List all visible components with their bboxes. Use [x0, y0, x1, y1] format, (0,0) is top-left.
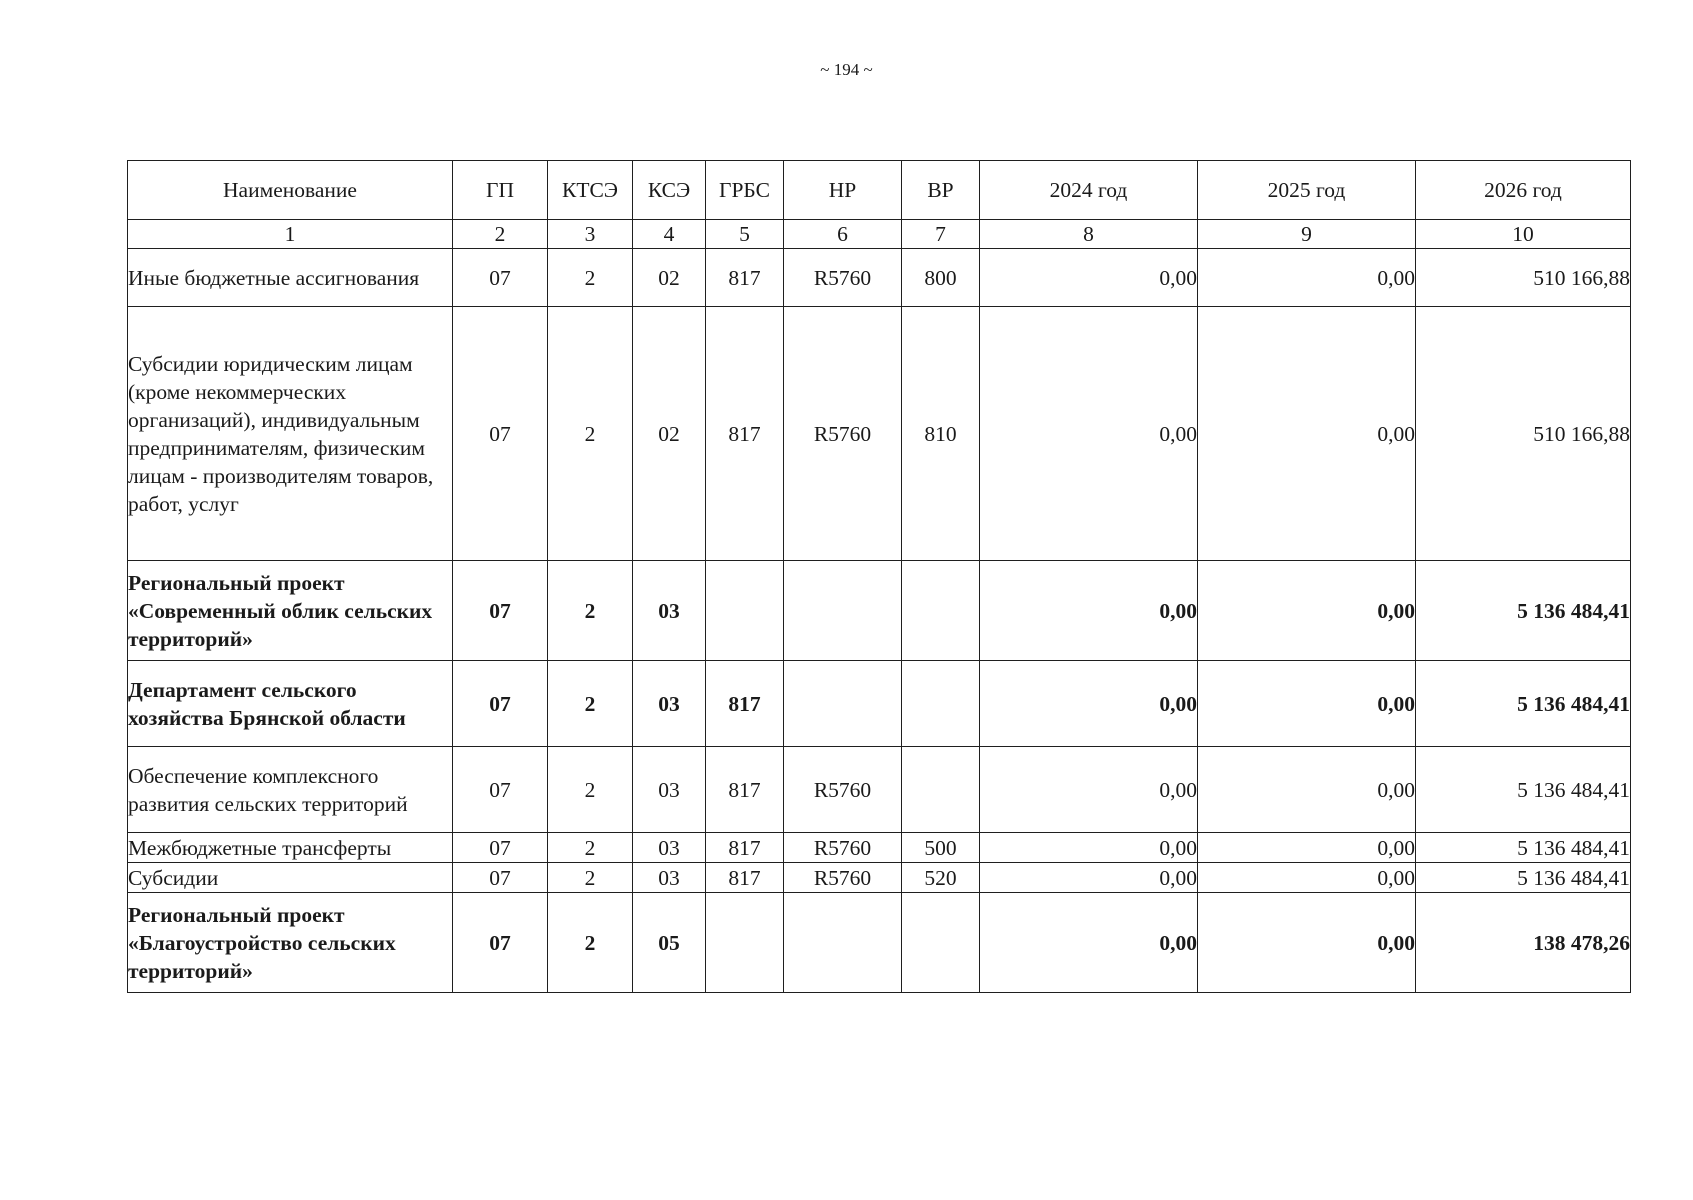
row-vr: 500 — [902, 833, 980, 863]
row-2024: 0,00 — [980, 833, 1198, 863]
table-row — [128, 833, 1631, 863]
row-kse: 02 — [633, 307, 706, 561]
row-vr — [902, 893, 980, 993]
column-number-row — [128, 220, 1631, 249]
row-name: Иные бюджетные ассигнования — [128, 249, 453, 307]
header-2026: 2026 год — [1416, 161, 1631, 220]
header-grbs: ГРБС — [706, 161, 784, 220]
row-ktse: 2 — [548, 863, 633, 893]
row-2024: 0,00 — [980, 747, 1198, 833]
header-kse: КСЭ — [633, 161, 706, 220]
row-ktse: 2 — [548, 307, 633, 561]
row-2025: 0,00 — [1198, 893, 1416, 993]
row-ktse: 2 — [548, 249, 633, 307]
row-2026: 5 136 484,41 — [1416, 747, 1631, 833]
row-2026: 5 136 484,41 — [1416, 661, 1631, 747]
row-gp: 07 — [453, 893, 548, 993]
row-2024: 0,00 — [980, 561, 1198, 661]
row-grbs: 817 — [706, 833, 784, 863]
row-gp: 07 — [453, 249, 548, 307]
row-gp: 07 — [453, 561, 548, 661]
row-gp: 07 — [453, 661, 548, 747]
row-kse: 02 — [633, 249, 706, 307]
column-number: 7 — [902, 220, 980, 249]
row-2025: 0,00 — [1198, 661, 1416, 747]
row-grbs — [706, 893, 784, 993]
row-2025: 0,00 — [1198, 249, 1416, 307]
row-ktse: 2 — [548, 893, 633, 993]
row-vr: 810 — [902, 307, 980, 561]
row-2025: 0,00 — [1198, 833, 1416, 863]
row-name: Субсидии юридическим лицам (кроме некоммерческих организаций), индивидуальным предпринимателям, физическим лицам - производителям товаров, работ, услуг — [128, 307, 453, 561]
row-nr: R5760 — [784, 249, 902, 307]
row-2024: 0,00 — [980, 863, 1198, 893]
row-gp: 07 — [453, 833, 548, 863]
row-kse: 03 — [633, 747, 706, 833]
row-name: Субсидии — [128, 863, 453, 893]
table-row — [128, 863, 1631, 893]
row-kse: 03 — [633, 833, 706, 863]
column-number: 10 — [1416, 220, 1631, 249]
row-nr — [784, 661, 902, 747]
row-2026: 5 136 484,41 — [1416, 863, 1631, 893]
row-name: Региональный проект «Современный облик сельских территорий» — [128, 561, 453, 661]
row-ktse: 2 — [548, 561, 633, 661]
row-2026: 510 166,88 — [1416, 307, 1631, 561]
row-2025: 0,00 — [1198, 747, 1416, 833]
header-ktse: КТСЭ — [548, 161, 633, 220]
row-grbs: 817 — [706, 307, 784, 561]
table-row — [128, 661, 1631, 747]
table-row — [128, 561, 1631, 661]
row-kse: 03 — [633, 863, 706, 893]
table-row — [128, 747, 1631, 833]
table-header — [128, 161, 1631, 249]
row-2026: 510 166,88 — [1416, 249, 1631, 307]
row-2026: 5 136 484,41 — [1416, 561, 1631, 661]
column-number: 3 — [548, 220, 633, 249]
table-row — [128, 307, 1631, 561]
row-nr: R5760 — [784, 863, 902, 893]
row-vr — [902, 561, 980, 661]
row-ktse: 2 — [548, 747, 633, 833]
row-2024: 0,00 — [980, 893, 1198, 993]
header-row — [128, 161, 1631, 220]
page-number: ~ 194 ~ — [820, 60, 873, 79]
row-2024: 0,00 — [980, 307, 1198, 561]
row-grbs — [706, 561, 784, 661]
budget-table — [127, 160, 1631, 993]
column-number: 8 — [980, 220, 1198, 249]
row-vr: 800 — [902, 249, 980, 307]
header-2025: 2025 год — [1198, 161, 1416, 220]
row-nr — [784, 561, 902, 661]
row-2025: 0,00 — [1198, 561, 1416, 661]
row-kse: 03 — [633, 661, 706, 747]
row-2025: 0,00 — [1198, 863, 1416, 893]
row-vr — [902, 661, 980, 747]
header-name: Наименование — [128, 161, 453, 220]
row-grbs: 817 — [706, 249, 784, 307]
row-ktse: 2 — [548, 661, 633, 747]
row-gp: 07 — [453, 747, 548, 833]
row-name: Межбюджетные трансферты — [128, 833, 453, 863]
row-name: Департамент сельского хозяйства Брянской области — [128, 661, 453, 747]
row-grbs: 817 — [706, 747, 784, 833]
row-nr — [784, 893, 902, 993]
row-2024: 0,00 — [980, 661, 1198, 747]
row-nr: R5760 — [784, 833, 902, 863]
row-name: Региональный проект «Благоустройство сельских территорий» — [128, 893, 453, 993]
column-number: 5 — [706, 220, 784, 249]
table-row — [128, 893, 1631, 993]
column-number: 6 — [784, 220, 902, 249]
row-vr — [902, 747, 980, 833]
row-kse: 05 — [633, 893, 706, 993]
column-number: 9 — [1198, 220, 1416, 249]
row-nr: R5760 — [784, 307, 902, 561]
row-2024: 0,00 — [980, 249, 1198, 307]
row-gp: 07 — [453, 863, 548, 893]
row-2026: 5 136 484,41 — [1416, 833, 1631, 863]
column-number: 2 — [453, 220, 548, 249]
column-number: 4 — [633, 220, 706, 249]
row-2025: 0,00 — [1198, 307, 1416, 561]
row-grbs: 817 — [706, 863, 784, 893]
row-vr: 520 — [902, 863, 980, 893]
header-nr: НР — [784, 161, 902, 220]
table-row — [128, 249, 1631, 307]
row-ktse: 2 — [548, 833, 633, 863]
header-2024: 2024 год — [980, 161, 1198, 220]
column-number: 1 — [128, 220, 453, 249]
row-gp: 07 — [453, 307, 548, 561]
row-nr: R5760 — [784, 747, 902, 833]
header-vr: ВР — [902, 161, 980, 220]
row-kse: 03 — [633, 561, 706, 661]
row-2026: 138 478,26 — [1416, 893, 1631, 993]
header-gp: ГП — [453, 161, 548, 220]
row-grbs: 817 — [706, 661, 784, 747]
row-name: Обеспечение комплексного развития сельских территорий — [128, 747, 453, 833]
